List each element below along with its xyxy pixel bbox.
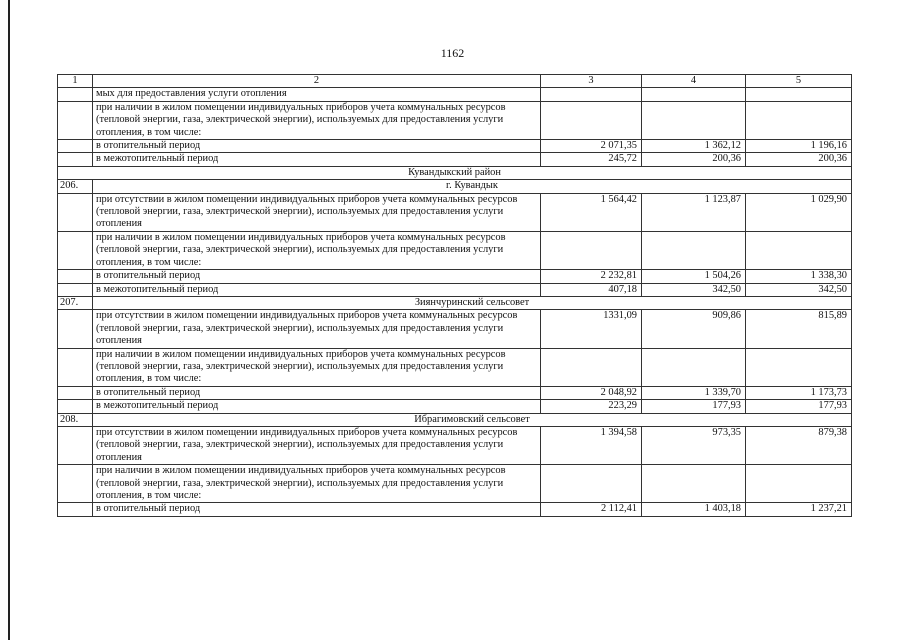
settlement-heading: Зиянчуринский сельсовет xyxy=(93,296,852,309)
settlement-heading: г. Кувандык xyxy=(93,180,852,193)
row-description: при наличии в жилом помещении индивидуальных приборов учета коммунальных ресурсов (тепловой энергии, газа, электрической энергии), используемых для предоставления услуги отопления, в том числе: xyxy=(93,348,541,386)
row-index: 206. xyxy=(58,180,93,193)
tariff-table-body xyxy=(58,75,852,517)
row-description: в отопительный период xyxy=(93,270,541,283)
value-col-3-empty xyxy=(541,465,642,503)
value-col-4: 973,35 xyxy=(642,426,746,464)
row-index-empty xyxy=(58,465,93,503)
row-index: 208. xyxy=(58,413,93,426)
table-row xyxy=(58,88,852,101)
binding-edge-line xyxy=(8,0,10,640)
value-col-3: 1 394,58 xyxy=(541,426,642,464)
value-col-4: 1 123,87 xyxy=(642,193,746,231)
row-description: при отсутствии в жилом помещении индивидуальных приборов учета коммунальных ресурсов (тепловой энергии, газа, электрической энергии), используемых для предоставления услуги отопления xyxy=(93,193,541,231)
value-col-5: 342,50 xyxy=(746,283,852,296)
column-number-5: 5 xyxy=(746,75,852,88)
value-col-3: 2 112,41 xyxy=(541,503,642,516)
row-index-empty xyxy=(58,426,93,464)
table-row xyxy=(58,231,852,269)
value-col-3-empty xyxy=(541,231,642,269)
value-col-4-empty xyxy=(642,88,746,101)
value-col-3: 1 564,42 xyxy=(541,193,642,231)
row-description: в отопительный период xyxy=(93,386,541,399)
row-description: в межотопительный период xyxy=(93,283,541,296)
row-description: в межотопительный период xyxy=(93,153,541,166)
column-number-1: 1 xyxy=(58,75,93,88)
value-col-4: 177,93 xyxy=(642,400,746,413)
value-col-3: 223,29 xyxy=(541,400,642,413)
value-col-3-empty xyxy=(541,88,642,101)
table-row xyxy=(58,296,852,309)
table-row xyxy=(58,310,852,348)
table-row xyxy=(58,283,852,296)
value-col-4: 1 362,12 xyxy=(642,140,746,153)
row-index-empty xyxy=(58,101,93,139)
row-index-empty xyxy=(58,348,93,386)
page-number: 1162 xyxy=(440,46,465,60)
table-row xyxy=(58,386,852,399)
value-col-3-empty xyxy=(541,348,642,386)
tariff-table xyxy=(57,74,852,517)
row-description: в отопительный период xyxy=(93,503,541,516)
row-description: при отсутствии в жилом помещении индивидуальных приборов учета коммунальных ресурсов (тепловой энергии, газа, электрической энергии), используемых для предоставления услуги отопления xyxy=(93,426,541,464)
row-index-empty xyxy=(58,270,93,283)
table-row xyxy=(58,503,852,516)
value-col-4-empty xyxy=(642,101,746,139)
value-col-5: 1 173,73 xyxy=(746,386,852,399)
value-col-4-empty xyxy=(642,231,746,269)
value-col-4-empty xyxy=(642,348,746,386)
value-col-5-empty xyxy=(746,88,852,101)
column-number-4: 4 xyxy=(642,75,746,88)
value-col-4: 342,50 xyxy=(642,283,746,296)
row-description: мых для предоставления услуги отопления xyxy=(93,88,541,101)
value-col-5-empty xyxy=(746,101,852,139)
value-col-5: 1 029,90 xyxy=(746,193,852,231)
table-row xyxy=(58,101,852,139)
value-col-4: 1 403,18 xyxy=(642,503,746,516)
value-col-5: 200,36 xyxy=(746,153,852,166)
table-row xyxy=(58,153,852,166)
value-col-5: 1 338,30 xyxy=(746,270,852,283)
column-number-2: 2 xyxy=(93,75,541,88)
row-index-empty xyxy=(58,140,93,153)
row-index-empty xyxy=(58,153,93,166)
value-col-3: 2 232,81 xyxy=(541,270,642,283)
table-row xyxy=(58,193,852,231)
row-description: при наличии в жилом помещении индивидуальных приборов учета коммунальных ресурсов (тепловой энергии, газа, электрической энергии), используемых для предоставления услуги отопления, в том числе: xyxy=(93,465,541,503)
value-col-5: 879,38 xyxy=(746,426,852,464)
row-index-empty xyxy=(58,88,93,101)
table-row xyxy=(58,140,852,153)
row-description: при наличии в жилом помещении индивидуальных приборов учета коммунальных ресурсов (тепловой энергии, газа, электрической энергии), используемых для предоставления услуги отопления, в том числе: xyxy=(93,101,541,139)
value-col-4: 1 339,70 xyxy=(642,386,746,399)
table-header-row xyxy=(58,75,852,88)
value-col-3: 245,72 xyxy=(541,153,642,166)
value-col-3: 2 048,92 xyxy=(541,386,642,399)
value-col-4: 909,86 xyxy=(642,310,746,348)
value-col-5: 177,93 xyxy=(746,400,852,413)
value-col-5-empty xyxy=(746,231,852,269)
row-index-empty xyxy=(58,400,93,413)
value-col-5: 1 196,16 xyxy=(746,140,852,153)
table-row xyxy=(58,465,852,503)
row-index-empty xyxy=(58,283,93,296)
row-index-empty xyxy=(58,386,93,399)
row-index-empty xyxy=(58,503,93,516)
row-description: в отопительный период xyxy=(93,140,541,153)
value-col-3: 1331,09 xyxy=(541,310,642,348)
table-row xyxy=(58,180,852,193)
district-heading: Кувандыкский район xyxy=(58,166,852,179)
row-index-empty xyxy=(58,231,93,269)
table-row xyxy=(58,166,852,179)
row-index-empty xyxy=(58,193,93,231)
table-row xyxy=(58,348,852,386)
value-col-3: 2 071,35 xyxy=(541,140,642,153)
value-col-5: 1 237,21 xyxy=(746,503,852,516)
value-col-4: 200,36 xyxy=(642,153,746,166)
column-number-3: 3 xyxy=(541,75,642,88)
table-row xyxy=(58,426,852,464)
value-col-3-empty xyxy=(541,101,642,139)
settlement-heading: Ибрагимовский сельсовет xyxy=(93,413,852,426)
value-col-5: 815,89 xyxy=(746,310,852,348)
table-row xyxy=(58,270,852,283)
table-row xyxy=(58,413,852,426)
row-description: при наличии в жилом помещении индивидуальных приборов учета коммунальных ресурсов (тепловой энергии, газа, электрической энергии), используемых для предоставления услуги отопления, в том числе: xyxy=(93,231,541,269)
table-row xyxy=(58,400,852,413)
value-col-5-empty xyxy=(746,348,852,386)
row-description: при отсутствии в жилом помещении индивидуальных приборов учета коммунальных ресурсов (тепловой энергии, газа, электрической энергии), используемых для предоставления услуги отопления xyxy=(93,310,541,348)
row-description: в межотопительный период xyxy=(93,400,541,413)
row-index: 207. xyxy=(58,296,93,309)
value-col-3: 407,18 xyxy=(541,283,642,296)
value-col-4: 1 504,26 xyxy=(642,270,746,283)
value-col-4-empty xyxy=(642,465,746,503)
row-index-empty xyxy=(58,310,93,348)
value-col-5-empty xyxy=(746,465,852,503)
